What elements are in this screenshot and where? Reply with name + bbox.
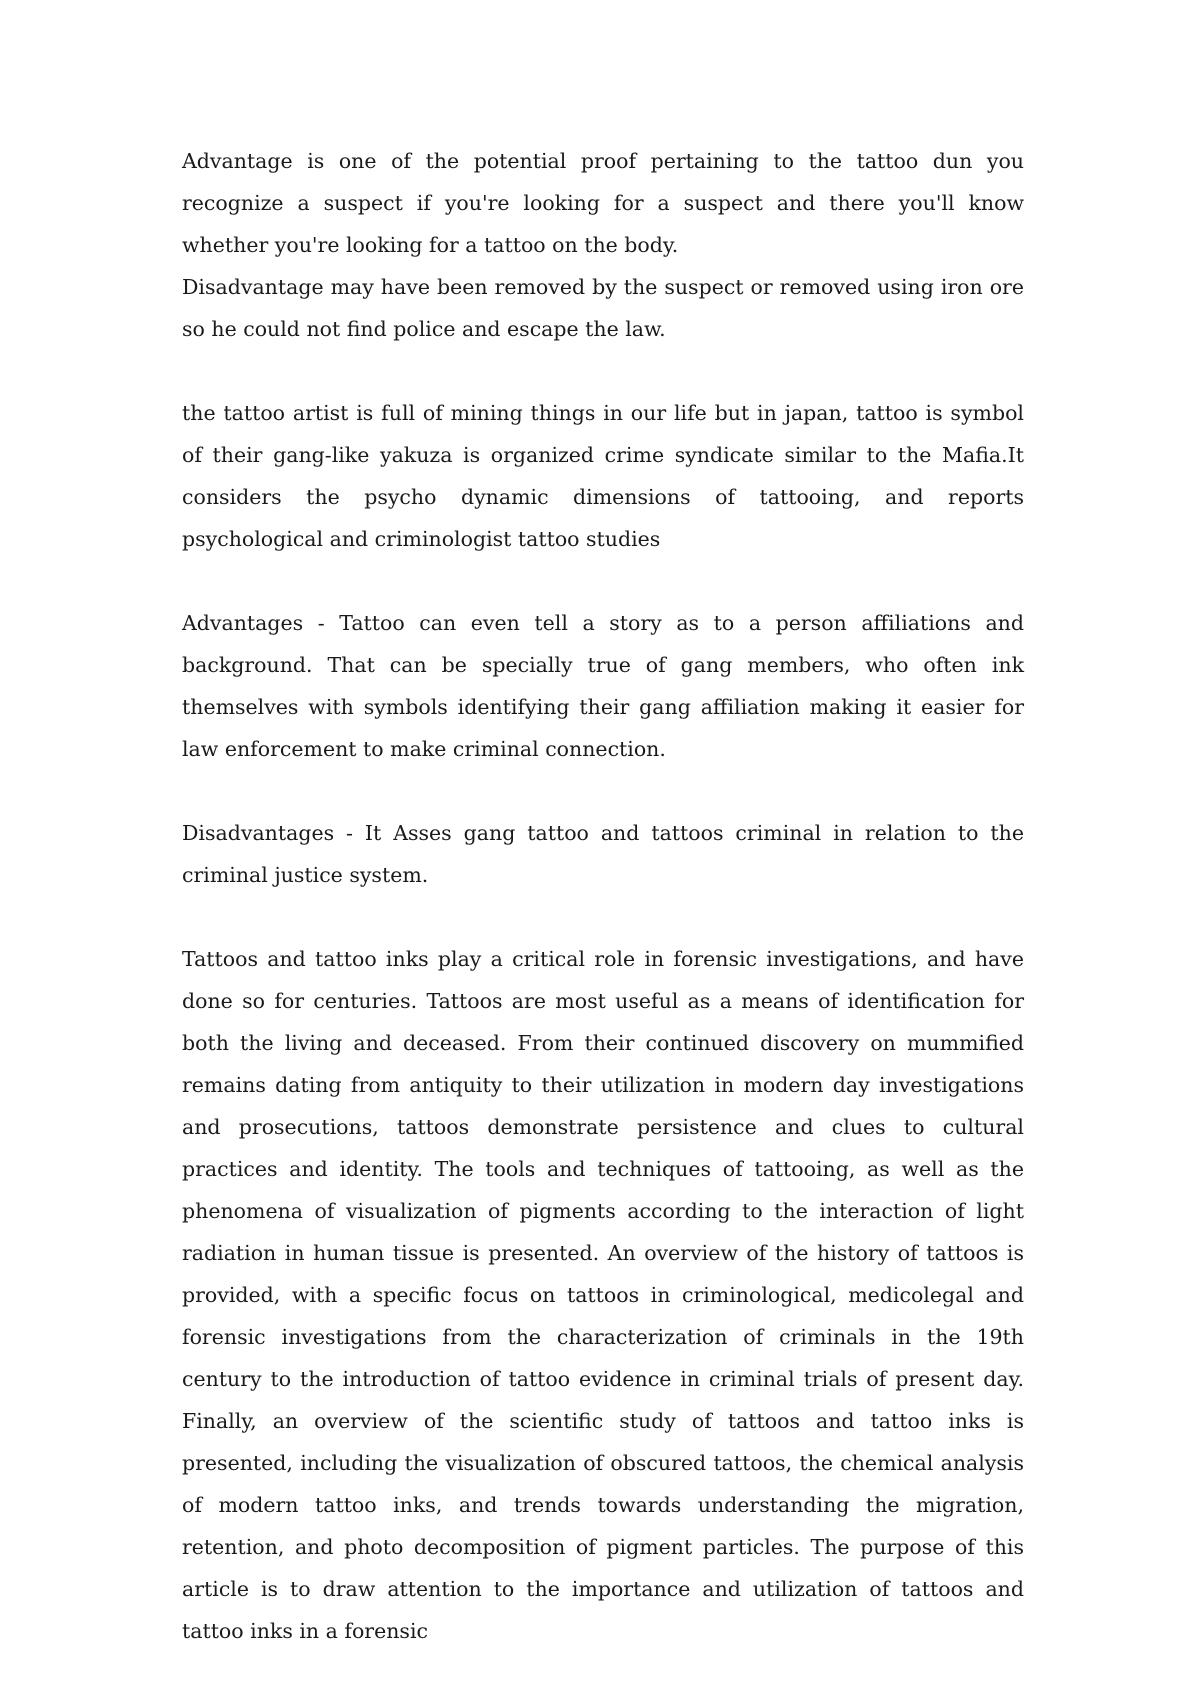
paragraph-tattoo-inks-forensic: Tattoos and tattoo inks play a critical role in forensic investigations, and have done so for centuries. Tattoos are most useful as a means of identification for both the living and deceased. From their continued discovery on mummified remains dating from antiquity to their utilization in modern day investigations and prosecutions, tattoos demonstrate persistence and clues to cultural practices and identity. The tools and techniques of tattooing, as well as the phenomena of visualization of pigments according to the interaction of light radiation in human tissue is presented. An overview of the history of tattoos is provided, with a specific focus on tattoos in criminological, medicolegal and forensic investigations from the characterization of criminals in the 19th century to the introduction of tattoo evidence in criminal trials of present day. Finally, an overview of the scientific study of tattoos and tattoo inks is presented, including the visualization of obscured tattoos, the chemical analysis of modern tattoo inks, and trends towards understanding the migration, retention, and photo decomposition of pigment particles. The purpose of this article is to draw attention to the importance and utilization of tattoos and tattoo inks in a forensic xyxy=(182,947,1024,1643)
paragraph-spacer xyxy=(182,350,1024,392)
paragraph-disadvantage-removed: Disadvantage may have been removed by the suspect or removed using iron ore so he could not find police and escape the law. xyxy=(182,275,1024,341)
paragraph-advantages-story: Advantages - Tattoo can even tell a story as to a person affiliations and background. That can be specially true of gang members, who often ink themselves with symbols identifying their gang affiliation making it easier for law enforcement to make criminal connection. xyxy=(182,611,1024,761)
paragraph-spacer xyxy=(182,560,1024,602)
paragraph-advantage-proof: Advantage is one of the potential proof pertaining to the tattoo dun you recognize a suspect if you're looking for a suspect and there you'll know whether you're looking for a tattoo on the body. xyxy=(182,149,1024,257)
document-body xyxy=(182,140,1024,1652)
paragraph-disadvantages-justice: Disadvantages - It Asses gang tattoo and tattoos criminal in relation to the criminal justice system. xyxy=(182,821,1024,887)
paragraph-spacer xyxy=(182,770,1024,812)
paragraph-tattoo-artist-japan: the tattoo artist is full of mining things in our life but in japan, tattoo is symbol of their gang-like yakuza is organized crime syndicate similar to the Mafia.It considers the psycho dynamic dimensions of tattooing, and reports psychological and criminologist tattoo studies xyxy=(182,401,1024,551)
paragraph-spacer xyxy=(182,896,1024,938)
